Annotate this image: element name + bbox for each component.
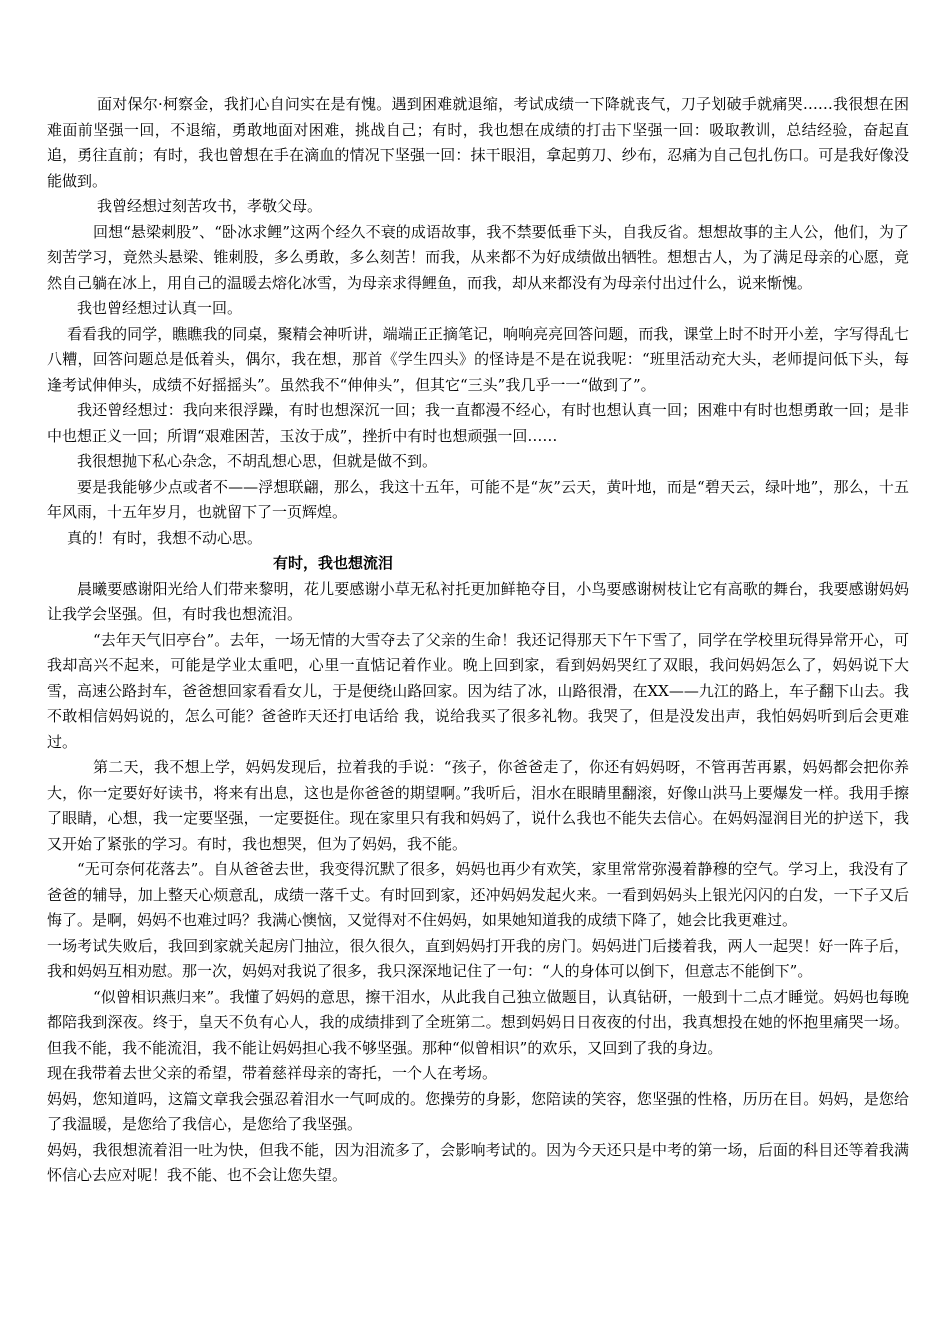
- paragraph: 回想“悬梁刺股”、“卧冰求鲤”这两个经久不衰的成语故事，我不禁要低垂下头，自我反省。想想故事的主人公，他们，为了刻苦学习，竟然头悬梁、锥刺股，多么勇敢，多么刻苦！而我，从来都不为好成绩做出牺牲。想想古人，为了满足母亲的心愿，竟然自己躺在冰上，用自己的温暖去熔化冰雪，为母亲求得鲤鱼，而我，却从来都没有为母亲付出过什么，说来惭愧。: [47, 222, 909, 292]
- section-title: 有时，我也想流泪: [273, 554, 394, 572]
- paragraph: 我也曾经想过认真一回。: [77, 299, 243, 317]
- paragraph: 妈妈，我很想流着泪一吐为快，但我不能，因为泪流多了，会影响考试的。因为今天还只是中考的第一场，后面的科目还等着我满怀信心去应对呢！我不能、也不会让您失望。: [47, 1140, 909, 1184]
- paragraph: 我很想抛下私心杂念，不胡乱想心思，但就是做不到。: [77, 452, 438, 470]
- paragraph: “无可奈何花落去”。自从爸爸去世，我变得沉默了很多，妈妈也再少有欢笑，家里常常弥漫着静穆的空气。学习上，我没有了爸爸的辅导，加上整天心烦意乱，成绩一落千丈。有时回到家，还冲妈妈发起火来。一看到妈妈头上银光闪闪的白发，一下子又后悔了。是啊，妈妈不也难过吗？我满心懊恼，又觉得对不住妈妈，如果她知道我的成绩下降了，她会比我更难过。: [47, 860, 909, 929]
- paragraph: 妈妈，您知道吗，这篇文章我会强忍着泪水一气呵成的。您操劳的身影，您陪读的笑容，您坚强的性格，历历在目。妈妈，是您给了我温暖，是您给了我信心，是您给了我坚强。: [47, 1089, 909, 1133]
- paragraph: 第二天，我不想上学，妈妈发现后，拉着我的手说：“孩子，你爸爸走了，你还有妈妈呀，不管再苦再累，妈妈都会把你养大，你一定要好好读书，将来有出息，这也是你爸爸的期望啊。”我听后，泪水在眼睛里翻滚，好像山洪马上要爆发一样。我用手擦了眼睛，心想，我一定要坚强，一定要挺住。现在家里只有我和妈妈了，说什么我也不能失去信心。在妈妈湿润目光的护送下，我又开始了紧张的学习。有时，我也想哭，但为了妈妈，我不能。: [47, 758, 909, 853]
- paragraph: 面对保尔·柯察金，我扪心自问实在是有愧。遇到困难就退缩，考试成绩一下降就丧气，刀子划破手就痛哭……我很想在困难面前坚强一回，不退缩，勇敢地面对困难，挑战自己；有时，我也想在成绩的打击下坚强一回：吸取教训，总结经验，奋起直追，勇往直前；有时，我也曾想在手在滴血的情况下坚强一回：抹干眼泪，拿起剪刀、纱布，忍痛为自己包扎伤口。可是我好像没能做到。: [47, 95, 909, 190]
- paragraph: 我还曾经想过：我向来很浮躁，有时也想深沉一回；我一直都漫不经心，有时也想认真一回；困难中有时也想勇敢一回；是非中也想正义一回；所谓“艰难困苦，玉汝于成”，挫折中有时也想顽强一回……: [47, 401, 909, 445]
- paragraph: 看看我的同学，瞧瞧我的同桌，聚精会神听讲，端端正正摘笔记，响响亮亮回答问题，而我，课堂上时不时开小差，字写得乱七八糟，回答问题总是低着头，偶尔，我在想，那首《学生四头》的怪诗是不是在说我呢：“班里活动充大头，老师提问低下头，每逢考试伸伸头，成绩不好摇摇头”。虽然我不“伸伸头”，但其它“三头”我几乎一一“做到了”。: [47, 324, 909, 394]
- paragraph: “去年天气旧亭台”。去年，一场无情的大雪夺去了父亲的生命！我还记得那天下午下雪了，同学在学校里玩得异常开心，可我却高兴不起来，可能是学业太重吧，心里一直惦记着作业。晚上回到家，看到妈妈哭红了双眼，我问妈妈怎么了，妈妈说下大雪，高速公路封车，爸爸想回家看看女儿，于是便绕山路回家。因为结了冰，山路很滑，在XX——九江的路上，车子翻下山去。我不敢相信妈妈说的，怎么可能？爸爸昨天还打电话给 我，说给我买了很多礼物。我哭了，但是没发出声，我怕妈妈听到后会更难过。: [47, 630, 909, 751]
- paragraph: 我曾经想过刻苦攻书，孝敬父母。: [97, 197, 323, 215]
- paragraph: 现在我带着去世父亲的希望，带着慈祥母亲的寄托，一个人在考场。: [47, 1064, 498, 1082]
- paragraph: 真的！有时，我想不动心思。: [67, 528, 263, 547]
- document-page: [47, 92, 909, 1189]
- paragraph: 要是我能够少点或者不——浮想联翩，那么，我这十五年，可能不是“灰”云天，黄叶地，而是“碧天云，绿叶地”，那么，十五年风雨，十五年岁月，也就留下了一页辉煌。: [47, 477, 909, 521]
- paragraph: 一场考试失败后，我回到家就关起房门抽泣，很久很久，直到妈妈打开我的房门。妈妈进门后搂着我，两人一起哭！好一阵子后，我和妈妈互相劝慰。那一次，妈妈对我说了很多，我只深深地记住了一句：“人的身体可以倒下，但意志不能倒下”。: [47, 936, 909, 980]
- paragraph: 晨曦要感谢阳光给人们带来黎明，花儿要感谢小草无私衬托更加鲜艳夺目，小鸟要感谢树枝让它有高歌的舞台，我要感谢妈妈让我学会坚强。但，有时我也想流泪。: [47, 579, 909, 623]
- paragraph: “似曾相识燕归来”。我懂了妈妈的意思，擦干泪水，从此我自己独立做题目，认真钻研，一般到十二点才睡觉。妈妈也每晚都陪我到深夜。终于，皇天不负有心人，我的成绩排到了全班第二。想到妈妈日日夜夜的付出，我真想投在她的怀抱里痛哭一场。但我不能，我不能流泪，我不能让妈妈担心我不够坚强。那种“似曾相识”的欢乐，又回到了我的身边。: [47, 987, 909, 1057]
